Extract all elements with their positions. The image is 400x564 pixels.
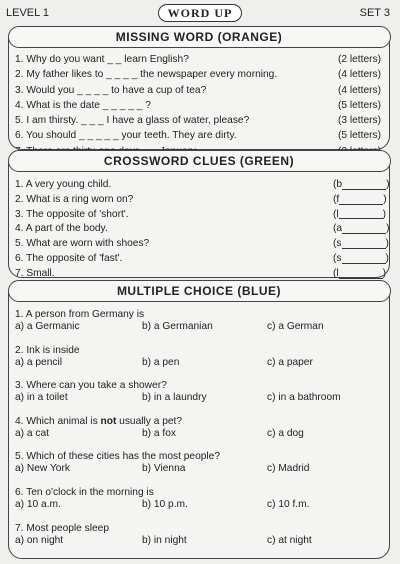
option-b[interactable]: b) in a laundry <box>142 392 207 404</box>
answer-close: ) <box>386 223 390 235</box>
missing-word-item <box>15 128 381 143</box>
answer-first-letter: (s <box>333 252 342 264</box>
letter-hint: (3 letters) <box>337 115 381 127</box>
option-c[interactable]: c) 10 f.m. <box>267 498 310 510</box>
answer-line <box>342 223 386 234</box>
option-b[interactable]: b) Vienna <box>142 463 186 475</box>
crossword-title: CROSSWORD CLUES (GREEN) <box>8 150 391 172</box>
mc-question <box>15 523 383 559</box>
mc-question-text: 3. Where can you take a shower? <box>15 380 167 392</box>
missing-word-item <box>15 52 381 67</box>
option-a[interactable]: a) on night <box>15 534 64 546</box>
crossword-item <box>15 193 387 208</box>
crossword-item <box>15 178 390 193</box>
option-b[interactable]: b) a Germanian <box>142 321 213 332</box>
answer-close: ) <box>385 252 389 264</box>
missing-word-item <box>15 98 381 113</box>
emphasis-word: not <box>100 415 117 427</box>
letter-hint: (2 letters) <box>337 54 381 65</box>
option-b[interactable]: b) a pen <box>142 356 180 368</box>
brand-logo: WORD UP <box>158 4 242 22</box>
answer-close: ) <box>385 238 389 250</box>
option-c[interactable]: c) a dog <box>267 427 304 439</box>
crossword-item <box>15 208 387 223</box>
question-text: 4. What is the date _ _ _ _ _ ? <box>15 99 151 111</box>
option-a[interactable]: a) New York <box>15 463 70 475</box>
letter-hint: (4 letters) <box>337 84 381 96</box>
question-text: 1. Why do you want _ _ learn English? <box>15 54 189 65</box>
question-suffix: usually a pet? <box>116 415 183 427</box>
answer-first-letter: (f <box>333 193 340 205</box>
option-b[interactable]: b) in night <box>142 534 187 546</box>
mc-question <box>15 416 383 452</box>
answer-first-letter: (s <box>333 238 342 250</box>
mc-question-text: 7. Most people sleep <box>15 522 110 534</box>
clue-text: 3. The opposite of 'short'. <box>15 208 129 220</box>
multiple-choice-title: MULTIPLE CHOICE (BLUE) <box>8 280 391 302</box>
answer-line <box>342 238 386 249</box>
answer-blank[interactable] <box>333 208 391 223</box>
crossword-item <box>15 252 389 267</box>
mc-question <box>15 345 383 381</box>
crossword-item <box>15 237 389 252</box>
answer-first-letter: (l <box>333 267 339 279</box>
missing-word-list <box>15 52 381 159</box>
level-label: LEVEL 1 <box>6 7 50 19</box>
clue-text: 6. The opposite of 'fast'. <box>15 252 123 264</box>
clue-text: 4. A part of the body. <box>15 223 108 235</box>
answer-line <box>339 208 383 219</box>
option-b[interactable]: b) 10 p.m. <box>142 498 188 510</box>
answer-blank[interactable] <box>333 237 391 252</box>
mc-question-text: 2. Ink is inside <box>15 344 80 356</box>
missing-word-item <box>15 83 381 98</box>
multiple-choice-section <box>8 280 390 559</box>
mc-question-text: 6. Ten o'clock in the morning is <box>15 486 154 498</box>
answer-close: ) <box>382 208 387 220</box>
answer-blank[interactable] <box>333 222 391 237</box>
option-c[interactable]: c) Madrid <box>267 463 310 475</box>
answer-line <box>339 194 383 205</box>
mc-question-text: 5. Which of these cities has the most people? <box>15 451 220 463</box>
answer-line <box>342 253 386 264</box>
clue-text: 2. What is a ring worn on? <box>15 193 134 205</box>
answer-first-letter: (l <box>333 208 339 220</box>
option-a[interactable]: a) a Germanic <box>15 321 80 332</box>
set-label: SET 3 <box>359 7 390 19</box>
crossword-item <box>15 222 390 237</box>
missing-word-item <box>15 113 381 128</box>
answer-close: ) <box>383 193 387 205</box>
question-prefix: 4. Which animal is <box>15 415 101 427</box>
crossword-list <box>15 178 390 282</box>
answer-blank[interactable] <box>333 178 391 193</box>
crossword-section <box>8 150 390 278</box>
question-text: 2. My father likes to _ _ _ _ the newspaper every morning. <box>15 69 278 81</box>
mc-question <box>15 309 383 345</box>
clue-text: 5. What are worn with shoes? <box>15 238 150 250</box>
mc-question-text: 1. A person from Germany is <box>15 309 145 320</box>
question-text: 6. You should _ _ _ _ _ your teeth. They are dirty. <box>15 130 237 142</box>
option-b[interactable]: b) a fox <box>142 427 176 439</box>
clue-text: 1. A very young child. <box>15 179 112 190</box>
answer-blank[interactable] <box>333 252 391 267</box>
question-text: 3. Would you _ _ _ _ to have a cup of tea? <box>15 84 207 96</box>
missing-word-section <box>8 26 390 150</box>
missing-word-item <box>15 67 381 82</box>
answer-first-letter: (a <box>333 223 343 235</box>
option-a[interactable]: a) a cat <box>15 427 49 439</box>
multiple-choice-list <box>15 309 383 558</box>
answer-line <box>342 179 386 190</box>
mc-question-text <box>15 416 182 428</box>
option-c[interactable]: c) in a bathroom <box>267 392 341 404</box>
option-a[interactable]: a) in a toilet <box>15 392 68 404</box>
letter-hint: (5 letters) <box>337 130 381 142</box>
answer-close: ) <box>386 179 390 190</box>
option-a[interactable]: a) 10 a.m. <box>15 498 61 510</box>
mc-question <box>15 487 383 523</box>
mc-question <box>15 451 383 487</box>
question-text: 5. I am thirsty. _ _ _ I have a glass of water, please? <box>15 115 250 127</box>
letter-hint: (5 letters) <box>337 99 381 111</box>
answer-close: ) <box>382 267 387 279</box>
option-c[interactable]: c) a paper <box>267 356 313 368</box>
answer-blank[interactable] <box>333 193 391 208</box>
option-c[interactable]: c) a German <box>267 321 324 332</box>
answer-line <box>339 268 383 279</box>
letter-hint: (4 letters) <box>337 69 381 81</box>
clue-text: 7. Small. <box>15 267 55 279</box>
page-header <box>0 0 400 26</box>
option-a[interactable]: a) a pencil <box>15 356 63 368</box>
answer-first-letter: (b <box>333 179 343 190</box>
option-c[interactable]: c) at night <box>267 534 312 546</box>
missing-word-title: MISSING WORD (ORANGE) <box>8 26 391 48</box>
mc-question <box>15 380 383 416</box>
